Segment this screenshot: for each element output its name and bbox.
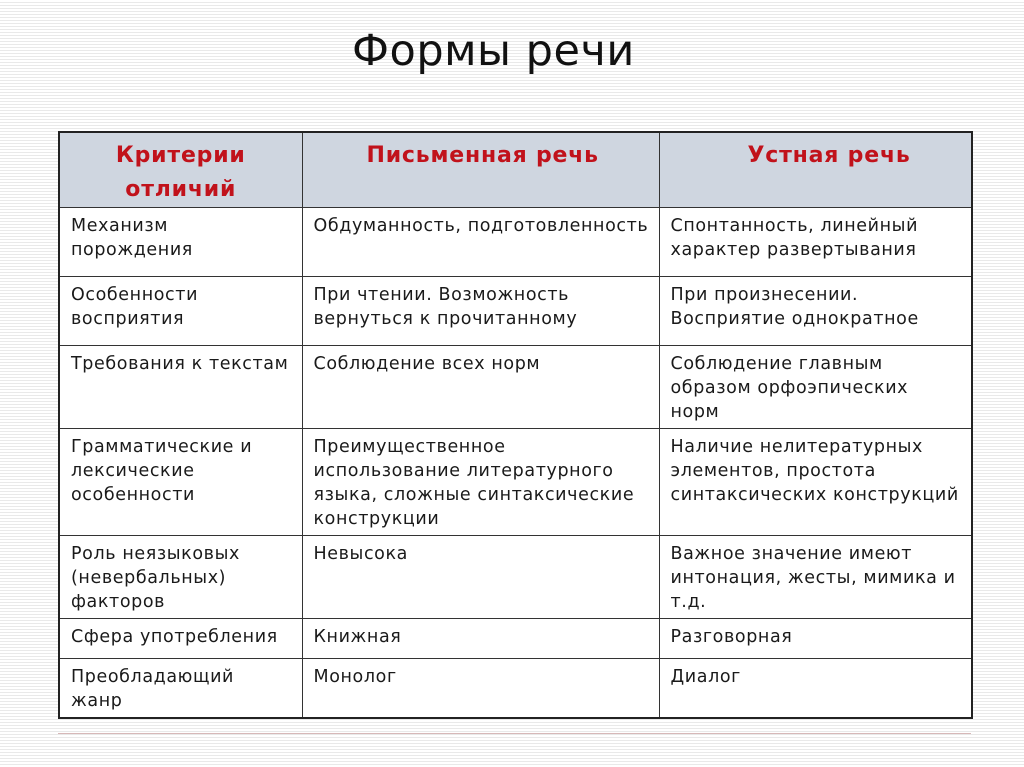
criteria-cell: Преобладающий жанр bbox=[59, 659, 302, 719]
criteria-cell: Грамматические и лексические особенности bbox=[59, 429, 302, 536]
criteria-cell: Механизм порождения bbox=[59, 208, 302, 277]
oral-cell: Разговорная bbox=[659, 619, 972, 659]
table-row bbox=[59, 208, 972, 277]
page-title: Формы речи bbox=[352, 26, 635, 76]
oral-cell: При произнесении. Восприятие однократное bbox=[659, 277, 972, 346]
table-row bbox=[59, 619, 972, 659]
criteria-cell: Роль неязыковых (невербальных) факторов bbox=[59, 536, 302, 619]
header-oral-speech: Устная речь bbox=[659, 132, 972, 208]
table-header bbox=[59, 132, 972, 208]
header-criteria: Критерии отличий bbox=[59, 132, 302, 208]
table-row bbox=[59, 277, 972, 346]
table-row bbox=[59, 536, 972, 619]
comparison-table bbox=[58, 131, 973, 719]
written-cell: Монолог bbox=[302, 659, 659, 719]
header-written-speech: Письменная речь bbox=[302, 132, 659, 208]
table-body bbox=[59, 208, 972, 719]
written-cell: Соблюдение всех норм bbox=[302, 346, 659, 429]
table-row bbox=[59, 429, 972, 536]
criteria-cell: Требования к текстам bbox=[59, 346, 302, 429]
oral-cell: Наличие нелитературных элементов, простота синтаксических конструкций bbox=[659, 429, 972, 536]
written-cell: При чтении. Возможность вернуться к прочитанному bbox=[302, 277, 659, 346]
written-cell: Книжная bbox=[302, 619, 659, 659]
criteria-cell: Сфера употребления bbox=[59, 619, 302, 659]
written-cell: Преимущественное использование литературного языка, сложные синтаксические конструкции bbox=[302, 429, 659, 536]
written-cell: Обдуманность, подготовленность bbox=[302, 208, 659, 277]
header-row bbox=[59, 132, 972, 208]
table-row bbox=[59, 346, 972, 429]
oral-cell: Диалог bbox=[659, 659, 972, 719]
footer-divider bbox=[58, 733, 971, 734]
oral-cell: Важное значение имеют интонация, жесты, мимика и т.д. bbox=[659, 536, 972, 619]
table-row bbox=[59, 659, 972, 719]
oral-cell: Спонтанность, линейный характер развертывания bbox=[659, 208, 972, 277]
criteria-cell: Особенности восприятия bbox=[59, 277, 302, 346]
written-cell: Невысока bbox=[302, 536, 659, 619]
oral-cell: Соблюдение главным образом орфоэпических норм bbox=[659, 346, 972, 429]
